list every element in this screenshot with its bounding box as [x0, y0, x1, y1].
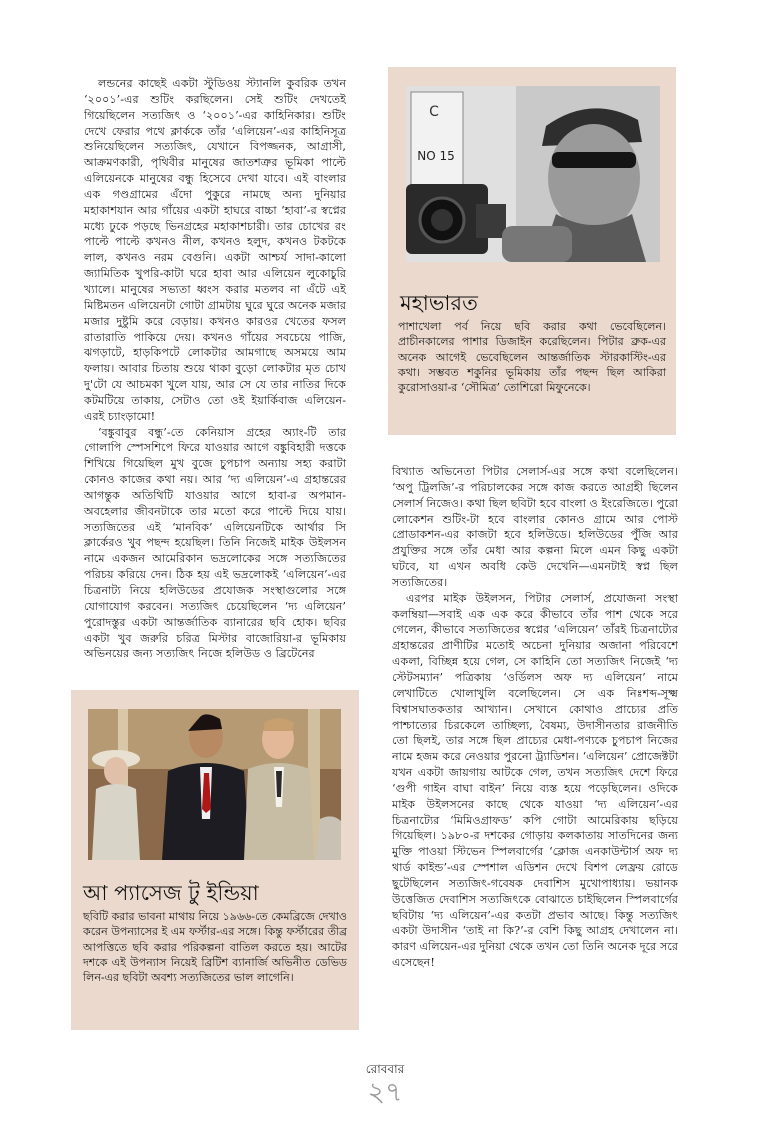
passage-to-india-title: আ প্যাসেজ টু ইন্ডিয়া	[83, 881, 259, 905]
slate-number: NO 15	[417, 149, 455, 163]
right-article-column	[392, 464, 678, 971]
left-article-column	[84, 76, 346, 662]
mahabharat-title: মহাভারত	[400, 291, 478, 315]
page-number: ২৭	[367, 1077, 403, 1108]
kurosawa-photo	[406, 86, 660, 262]
mahabharat-text: পাশাখেলা পর্ব নিয়ে ছবি করার কথা ভেবেছিলেন। প্রাচীনকালের পাশার ডিজাইন করেছিলেন। পিটার ব্রুক-এর অনেক আগেই ভেবেছিলেন আন্তর্জাতিক স্টারকাস্টিং-এর কথা। সম্ভবত শকুনির ভূমিকায় তাঁর পছন্দ ছিল আকিরা কুরোসাওয়া-র ‘সৌমিত্র’ তোশিরো মিফুনেকে।	[398, 320, 666, 395]
article-paragraph: ‘বঙ্কুবাবুর বন্ধু’-তে কেনিয়াস গ্রহের অ্যাং-টি তার গোলাপি স্পেসশিপে ফিরে যাওয়ার আগে বঙ্কুবিহারী দত্তকে শিখিয়ে গিয়েছিল মুখ বুজে চুপচাপ অন্যায় সহ্য করাটা কোনও কাজের কথা নয়। আর ‘দ্য এলিয়েন’-এ গ্রহান্তরের আগন্তুক অতিথিটি যাওয়ার আগে হাবা-র অপমান-অবহেলার জীবনটাকে তার মতো করে পাল্টে দিয়ে যায়। সত্যজিতের এই ‘মানবিক’ এলিয়েনটিকে আর্থার সি ক্লার্কেরও খুব পছন্দ হয়েছিল। তিনি নিজেই মাইক উইলসন নামে একজন আমেরিকান ভদ্রলোকের সঙ্গে সত্যজিতের পরিচয় করিয়ে দেন। ঠিক হয় এই ভদ্রলোকই ‘এলিয়েন’-এর চিত্রনাট্য নিয়ে হলিউডের প্রযোজক সংস্থাগুলোর সঙ্গে যোগাযোগ করবেন। সত্যজিৎ চেয়েছিলেন ‘দ্য এলিয়েন’ পুরোদস্তুর একটা আন্তর্জাতিক ব্যানারের ছবি হোক। ছবির একটা খুব জরুরি চরিত্র মিস্টার বাজোরিয়া-র ভূমিকায় অভিনয়ের জন্য সত্যজিৎ নিজে হলিউড ও ব্রিটেনের	[84, 425, 346, 661]
passage-to-india-photo	[88, 709, 341, 860]
slate-letter: C	[429, 104, 439, 120]
passage-to-india-sidebar	[71, 690, 359, 1030]
passage-to-india-photo-illustration	[88, 709, 341, 860]
article-paragraph: বিখ্যাত অভিনেতা পিটার সেলার্স-এর সঙ্গে কথা বলেছিলেন। ‘অপু ট্রিলজি’-র পরিচালকের সঙ্গে কাজ করতে আগ্রহী ছিলেন সেলার্স নিজেও। কথা ছিল ছবিটা হবে বাংলা ও ইংরেজিতে। পুরো লোকেশন শুটিং-টা হবে বাংলার কোনও গ্রামে আর পোস্ট প্রোডাকশন-এর কাজটা হবে হলিউডে। হলিউডের পুঁজি আর প্রযুক্তির সঙ্গে তাঁর মেধা আর কল্পনা মিলে এমন কিছু একটা ঘটবে, যা এখন অবধি কেউ দেখেনি—এমনটাই স্বপ্ন ছিল সত্যজিতের।	[392, 465, 678, 589]
kurosawa-photo-illustration	[406, 86, 660, 262]
mahabharat-sidebar	[388, 67, 676, 435]
article-paragraph: লন্ডনের কাছেই একটা স্টুডিওয় স্ট্যানলি কুবরিক তখন ‘২০০১’-এর শুটিং করছিলেন। সেই শুটিং দেখতেই গিয়েছিলেন সত্যজিৎ ও ‘২০০১’-এর কাহিনিকার। শুটিং দেখে ফেরার পথে ক্লার্ককে তাঁর ‘এলিয়েন’-এর কাহিনিসূত্র শুনিয়েছিলেন সত্যজিৎ, যেখানে বিপজ্জনক, আগ্রাসী, আক্রমণকারী, পৃথিবীর মানুষের জাতশত্রুর ভূমিকা পাল্টে এলিয়েনকে মানুষের বন্ধু হিসেবে দেখা যাবে। এই বাংলার এক গণ্ডগ্রামের এঁদো পুকুরে নামছে অন্য দুনিয়ার মহাকাশযান আর গাঁয়ের একটা হাঘরে বাচ্চা ‘হাবা’-র স্বপ্নের মধ্যে ঢুকে পড়ছে ভিনগ্রহের মহাকাশচারী। তার চোখের রং পাল্টে পাল্টে কখনও নীল, কখনও হলুদ, কখনও টকটকে লাল, কখনও নরম বেগুনি। একটা আশ্চর্য সাদা-কালো জ্যামিতিক খুপরি-কাটা ঘরে হাবা আর এলিয়েন লুকোচুরি খ্যালে। মানুষের সভ্যতা ধ্বংস করার মতলব না এঁটে এই মিষ্টিমতন এলিয়েনটা গোটা গ্রামটায় ঘুরে ঘুরে অনেক মজার মজার দুষ্টুমি করে বেড়ায়। কখনও কারওর খেতের ফসল রাতারাতি পাকিয়ে দেয়। কখনও গাঁয়ের সবচেয়ে পাজি, ঝগড়াটে, হাড়কিপটে লোকটার আমগাছে অসময়ে আম ফলায়। আবার চিতায় শুয়ে থাকা বুড়ো লোকটার মৃত চোখ দু'টো যে আচমকা খুলে যায়, আর সে যে তার নাতির দিকে কটমটিয়ে তাকায়, সেটাও তো ওই ইয়ার্কিবাজ এলিয়েন-এরই চ্যাংড়ামো!	[84, 77, 346, 423]
article-paragraph: এরপর মাইক উইলসন, পিটার সেলার্স, প্রযোজনা সংস্থা কলম্বিয়া—সবাই এক এক করে কীভাবে তাঁর পাশ থেকে সরে গেলেন, কীভাবে সত্যজিতের স্বপ্নের ‘এলিয়েন’ তাঁরই চিত্রনাট্যের গ্রহান্তরের প্রাণীটির মতোই অচেনা দুনিয়ার অজানা পরিবেশে একলা, বিচ্ছিন্ন হয়ে গেল, সে কাহিনি তো সত্যজিৎ নিজেই ‘দ্য স্টেটসম্যান’ পত্রিকায় ‘ওর্ডিলস অফ দ্য এলিয়েন’ নামে লেখাটিতে খোলাখুলি বলেছিলেন। সে এক নিঃশব্দ-সূক্ষ্ম বিশ্বাসঘাতকতার আখ্যান। সেখানে কোথাও প্রাচ্যের প্রতি পাশ্চাত্যের চিরকেলে তাচ্ছিল্য, বৈষম্য, উদাসীনতার রাজনীতি তো ছিলই, তার সঙ্গে ছিল প্রাচ্যের মেধা-পণ্যকে চুপচাপ নিজের নামে হজম করে নেওয়ার পুরনো ট্র্যাডিশন। ‘এলিয়েন’ প্রোজেক্টটা যখন একটা জায়গায় আটকে গেল, তখন সত্যজিৎ দেশে ফিরে ‘গুপী গাইন বাঘা বাইন’ নিয়ে ব্যস্ত হয়ে পড়েছিলেন। ওদিকে মাইক উইলসনের কাছে থেকে যাওয়া ‘দ্য এলিয়েন’-এর চিত্রনাট্যের ‘মিমিওগ্রাফড’ কপি গোটা আমেরিকায় ছড়িয়ে গিয়েছিল। ১৯৮০-র দশকের গোড়ায় কলকাতায় সাতদিনের জন্য মুক্তি পাওয়া স্টিভেন স্পিলবার্গের ‘ক্লোজ এনকাউন্টার্স অফ দ্য থার্ড কাইন্ড’-এর স্পেশাল এডিশন দেখে বিশপ লেফ্রয় রোডে ছুটেছিলেন সত্যজিৎ-গবেষক দেবাশিস মুখোপাধ্যায়। ভয়ানক উত্তেজিত দেবাশিস সত্যজিৎকে বোঝাতে চাইছিলেন স্পিলবার্গের ছবিটায় ‘দ্য এলিয়েন’-এর কতটা প্রভাব আছে। কিন্তু সত্যজিৎ একটা উদাসীন ‘তাই না কি?’-র বেশি কিছু আগ্রহ দেখালেন না। কারণ এলিয়েন-এর দুনিয়া থেকে তখন তো তিনি অনেক দূরে সরে এসেছেন!	[392, 591, 678, 970]
magazine-name: রোববার	[365, 1062, 405, 1076]
passage-to-india-text: ছবিটি করার ভাবনা মাথায় নিয়ে ১৯৬৬-তে কেমব্রিজে দেখাও করেন উপন্যাসের ই এম ফর্স্টার-এর সঙ্গে। কিন্তু ফর্স্টারের তীব্র আপত্তিতে ছবি করার পরিকল্পনা বাতিল করতে হয়। আটের দশকে এই উপন্যাস নিয়েই ব্রিটিশ ব্যানার্জি অভিনীত ডেভিড লিন-এর ছবিটা অবশ্য সত্যজিতের ভাল লাগেনি।	[83, 910, 347, 985]
